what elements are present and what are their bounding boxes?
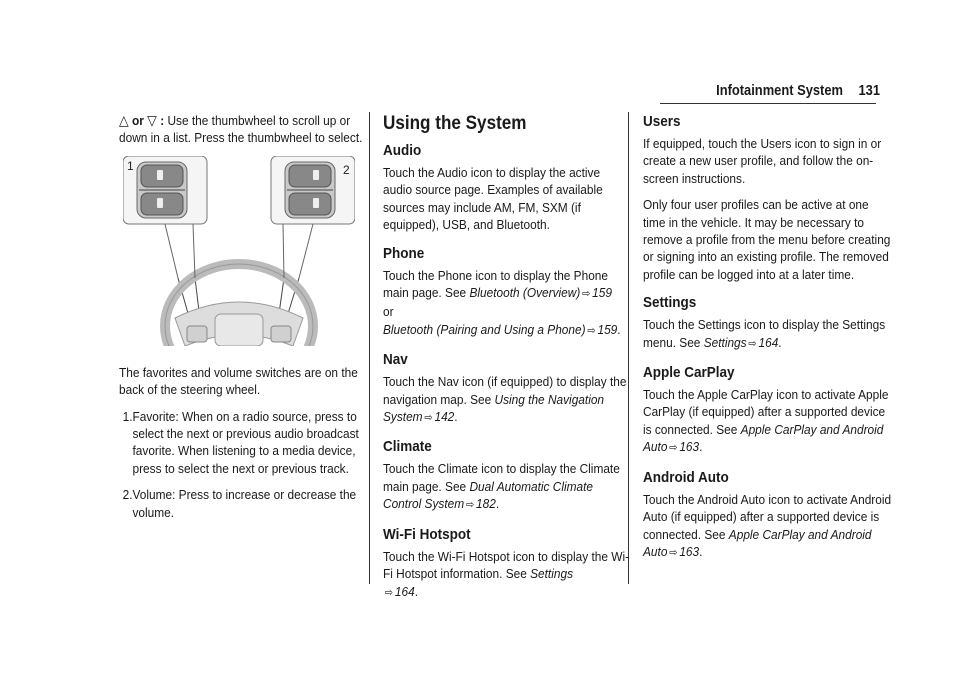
climate-heading: Climate	[383, 438, 432, 456]
steering-wheel-illustration	[123, 156, 355, 346]
list-item: 2. Volume: Press to increase or decrease the volume.	[122, 487, 357, 520]
page-reference-arrow-icon: ⇨	[587, 324, 596, 337]
nav-text: Touch the Nav icon (if equipped) to display the navigation map. See Using the Navigation System ⇨ 142.	[383, 374, 627, 425]
users-text-1: If equipped, touch the Users icon to sign in or create a new user profile, and follow the on-screen instructions.	[643, 136, 882, 186]
climate-text: Touch the Climate icon to display the Climate main page. See Dual Automatic Climate Control System ⇨ 182.	[383, 461, 620, 512]
users-text-2: Only four user profiles can be active at one time in the vehicle. It may be necessary to remove a profile from the menu before creating or signing into an existing profile. The removed profile can be logged into at a later time.	[643, 197, 891, 282]
link-settings[interactable]: Settings	[703, 334, 747, 350]
page-reference-arrow-icon: ⇨	[669, 442, 678, 455]
header-rule	[660, 103, 876, 104]
link-bluetooth-overview[interactable]: Bluetooth (Overview)	[469, 285, 581, 301]
link-climate-control[interactable]: Dual Automatic Climate Control System	[383, 478, 594, 512]
page-reference-arrow-icon: ⇨	[669, 546, 678, 559]
link-bluetooth-pairing[interactable]: Bluetooth (Pairing and Using a Phone)	[383, 321, 586, 337]
phone-heading: Phone	[383, 244, 425, 262]
link-carplay-android[interactable]: Apple CarPlay and Android Auto	[643, 421, 884, 455]
switch-list	[119, 408, 376, 521]
thumbwheel-paragraph: △ or ▽ : Use the thumbwheel to scroll up or down in a list. Press the thumbwheel to select.	[119, 112, 363, 146]
link-navigation-system[interactable]: Using the Navigation System	[383, 391, 605, 425]
page-reference-arrow-icon: ⇨	[748, 337, 757, 350]
section-title: Infotainment System	[716, 82, 843, 99]
column-1	[119, 112, 377, 530]
callout-1: 1	[127, 158, 134, 173]
callout-2: 2	[343, 162, 350, 177]
column-2	[383, 112, 631, 611]
page-number: 131	[858, 82, 880, 99]
settings-text: Touch the Settings icon to display the Settings menu. See Settings ⇨ 164.	[643, 317, 886, 350]
audio-text: Touch the Audio icon to display the active audio source page. Examples of available sources may include AM, FM, SXM (if equipped), USB, and Bluetooth.	[383, 165, 603, 233]
link-settings[interactable]: Settings	[530, 566, 574, 582]
nav-heading: Nav	[383, 351, 408, 369]
audio-heading: Audio	[383, 142, 422, 159]
section-heading: Using the System	[383, 113, 527, 134]
android-heading: Android Auto	[643, 468, 729, 486]
carplay-text: Touch the Apple CarPlay icon to activate Apple CarPlay (if equipped) after a supported device is connected. See Apple CarPlay and Android Auto ⇨ 163.	[643, 387, 889, 455]
page-reference-arrow-icon: ⇨	[582, 288, 591, 301]
scroll-down-triangle-icon: ▽	[147, 112, 157, 128]
switches-paragraph: The favorites and volume switches are on the back of the steering wheel.	[119, 364, 358, 398]
android-text: Touch the Android Auto icon to activate Android Auto (if equipped) after a supported device is connected. See Apple CarPlay and Android Auto ⇨ 163.	[643, 491, 892, 559]
phone-text: Touch the Phone icon to display the Phone main page. See Bluetooth (Overview) ⇨ 159 or Bluetooth (Pairing and Using a Phone) ⇨ 159.	[383, 267, 621, 337]
column-3	[643, 112, 893, 571]
link-carplay-android[interactable]: Apple CarPlay and Android Auto	[643, 526, 872, 559]
page-header	[691, 82, 880, 102]
scroll-up-triangle-icon: △	[119, 112, 129, 128]
list-item: 1. Favorite: When on a radio source, press to select the next or previous audio broadcast favorite. When listening to a media device, press to select the next or previous track.	[122, 408, 359, 476]
steering-wheel-controls-diagram	[123, 156, 355, 346]
page-reference-arrow-icon: ⇨	[465, 499, 475, 512]
page-reference-arrow-icon: ⇨	[424, 412, 433, 425]
carplay-heading: Apple CarPlay	[643, 364, 735, 382]
users-heading: Users	[643, 113, 681, 130]
settings-heading: Settings	[643, 294, 697, 312]
wifi-heading: Wi-Fi Hotspot	[383, 525, 471, 543]
wifi-text: Touch the Wi-Fi Hotspot icon to display the Wi-Fi Hotspot information. See Settings ⇨ 164.	[383, 548, 630, 599]
page-reference-arrow-icon: ⇨	[384, 586, 394, 599]
